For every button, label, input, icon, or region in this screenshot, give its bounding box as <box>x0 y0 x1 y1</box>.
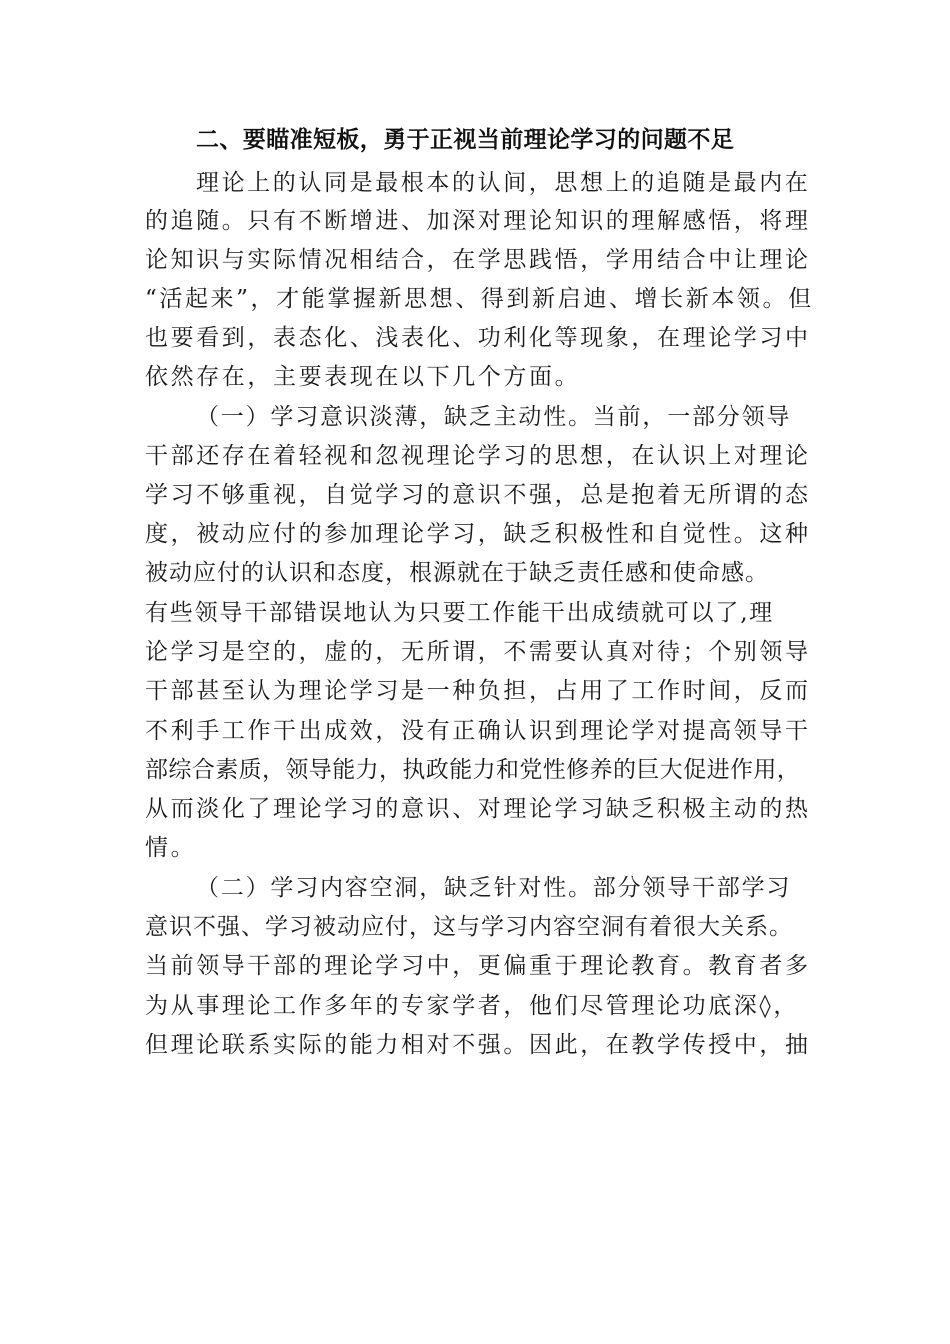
paragraph-line: 干部还存在着轻视和忽视理论学习的思想，在认识上对理论 <box>145 443 811 469</box>
paragraph-line: 论学习是空的，虚的，无所谓，不需要认真对待；个别领导 <box>145 639 811 665</box>
paragraph-line: （一）学习意识淡薄，缺乏主动性。当前，一部分领导 <box>196 404 792 430</box>
paragraph-line: 情。 <box>145 835 197 861</box>
paragraph-line: 但理论联系实际的能力相对不强。因此，在教学传授中，抽 <box>145 1032 811 1058</box>
paragraph-line: 被动应付的认识和态度，根源就在于缺乏责任感和使命感。 <box>145 560 769 586</box>
paragraph-line: “活起来”，才能掌握新思想、得到新启迪、增长新本领。但 <box>145 286 814 312</box>
paragraph-line: 论知识与实际情况相结合，在学思践悟，学用结合中让理论 <box>145 247 811 273</box>
paragraph-line: 意识不强、学习被动应付，这与学习内容空洞有着很大关系。 <box>145 914 793 940</box>
paragraph-line: （二）学习内容空洞，缺乏针对性。部分领导干部学习 <box>196 875 792 901</box>
paragraph-line: 有些领导干部错误地认为只要工作能干出成绩就可以了,理 <box>145 600 775 626</box>
paragraph-line: 依然存在，主要表现在以下几个方面。 <box>145 364 581 390</box>
paragraph-line: 为从事理论工作多年的专家学者，他们尽管理论功底深◊， <box>145 993 799 1019</box>
paragraph-line: 也要看到，表态化、浅表化、功利化等现象，在理论学习中 <box>145 325 811 351</box>
paragraph-line: 当前领导干部的理论学习中，更偏重于理论教育。教育者多 <box>145 953 811 979</box>
paragraph-line: 的追随。只有不断增进、加深对理论知识的理解感悟，将理 <box>145 208 811 234</box>
paragraph-line: 度，被动应付的参加理论学习，缺乏积极性和自觉性。这种 <box>145 521 811 547</box>
section-heading: 二、要瞄准短板，勇于正视当前理论学习的问题不足 <box>196 127 735 153</box>
paragraph-line: 学习不够重视，自觉学习的意识不强，总是抱着无所谓的态 <box>145 482 811 508</box>
paragraph-line: 从而淡化了理论学习的意识、对理论学习缺乏积极主动的热 <box>145 796 811 822</box>
paragraph-line: 不利手工作干出成效，没有正确认识到理论学对提高领导干 <box>145 718 811 744</box>
paragraph-line: 部综合素质，领导能力，执政能力和党性修养的巨大促进作用， <box>145 757 801 783</box>
paragraph-line: 理论上的认同是最根本的认间，思想上的追随是最内在 <box>196 170 811 196</box>
paragraph-line: 干部甚至认为理论学习是一种负担，占用了工作时间，反而 <box>145 678 811 704</box>
